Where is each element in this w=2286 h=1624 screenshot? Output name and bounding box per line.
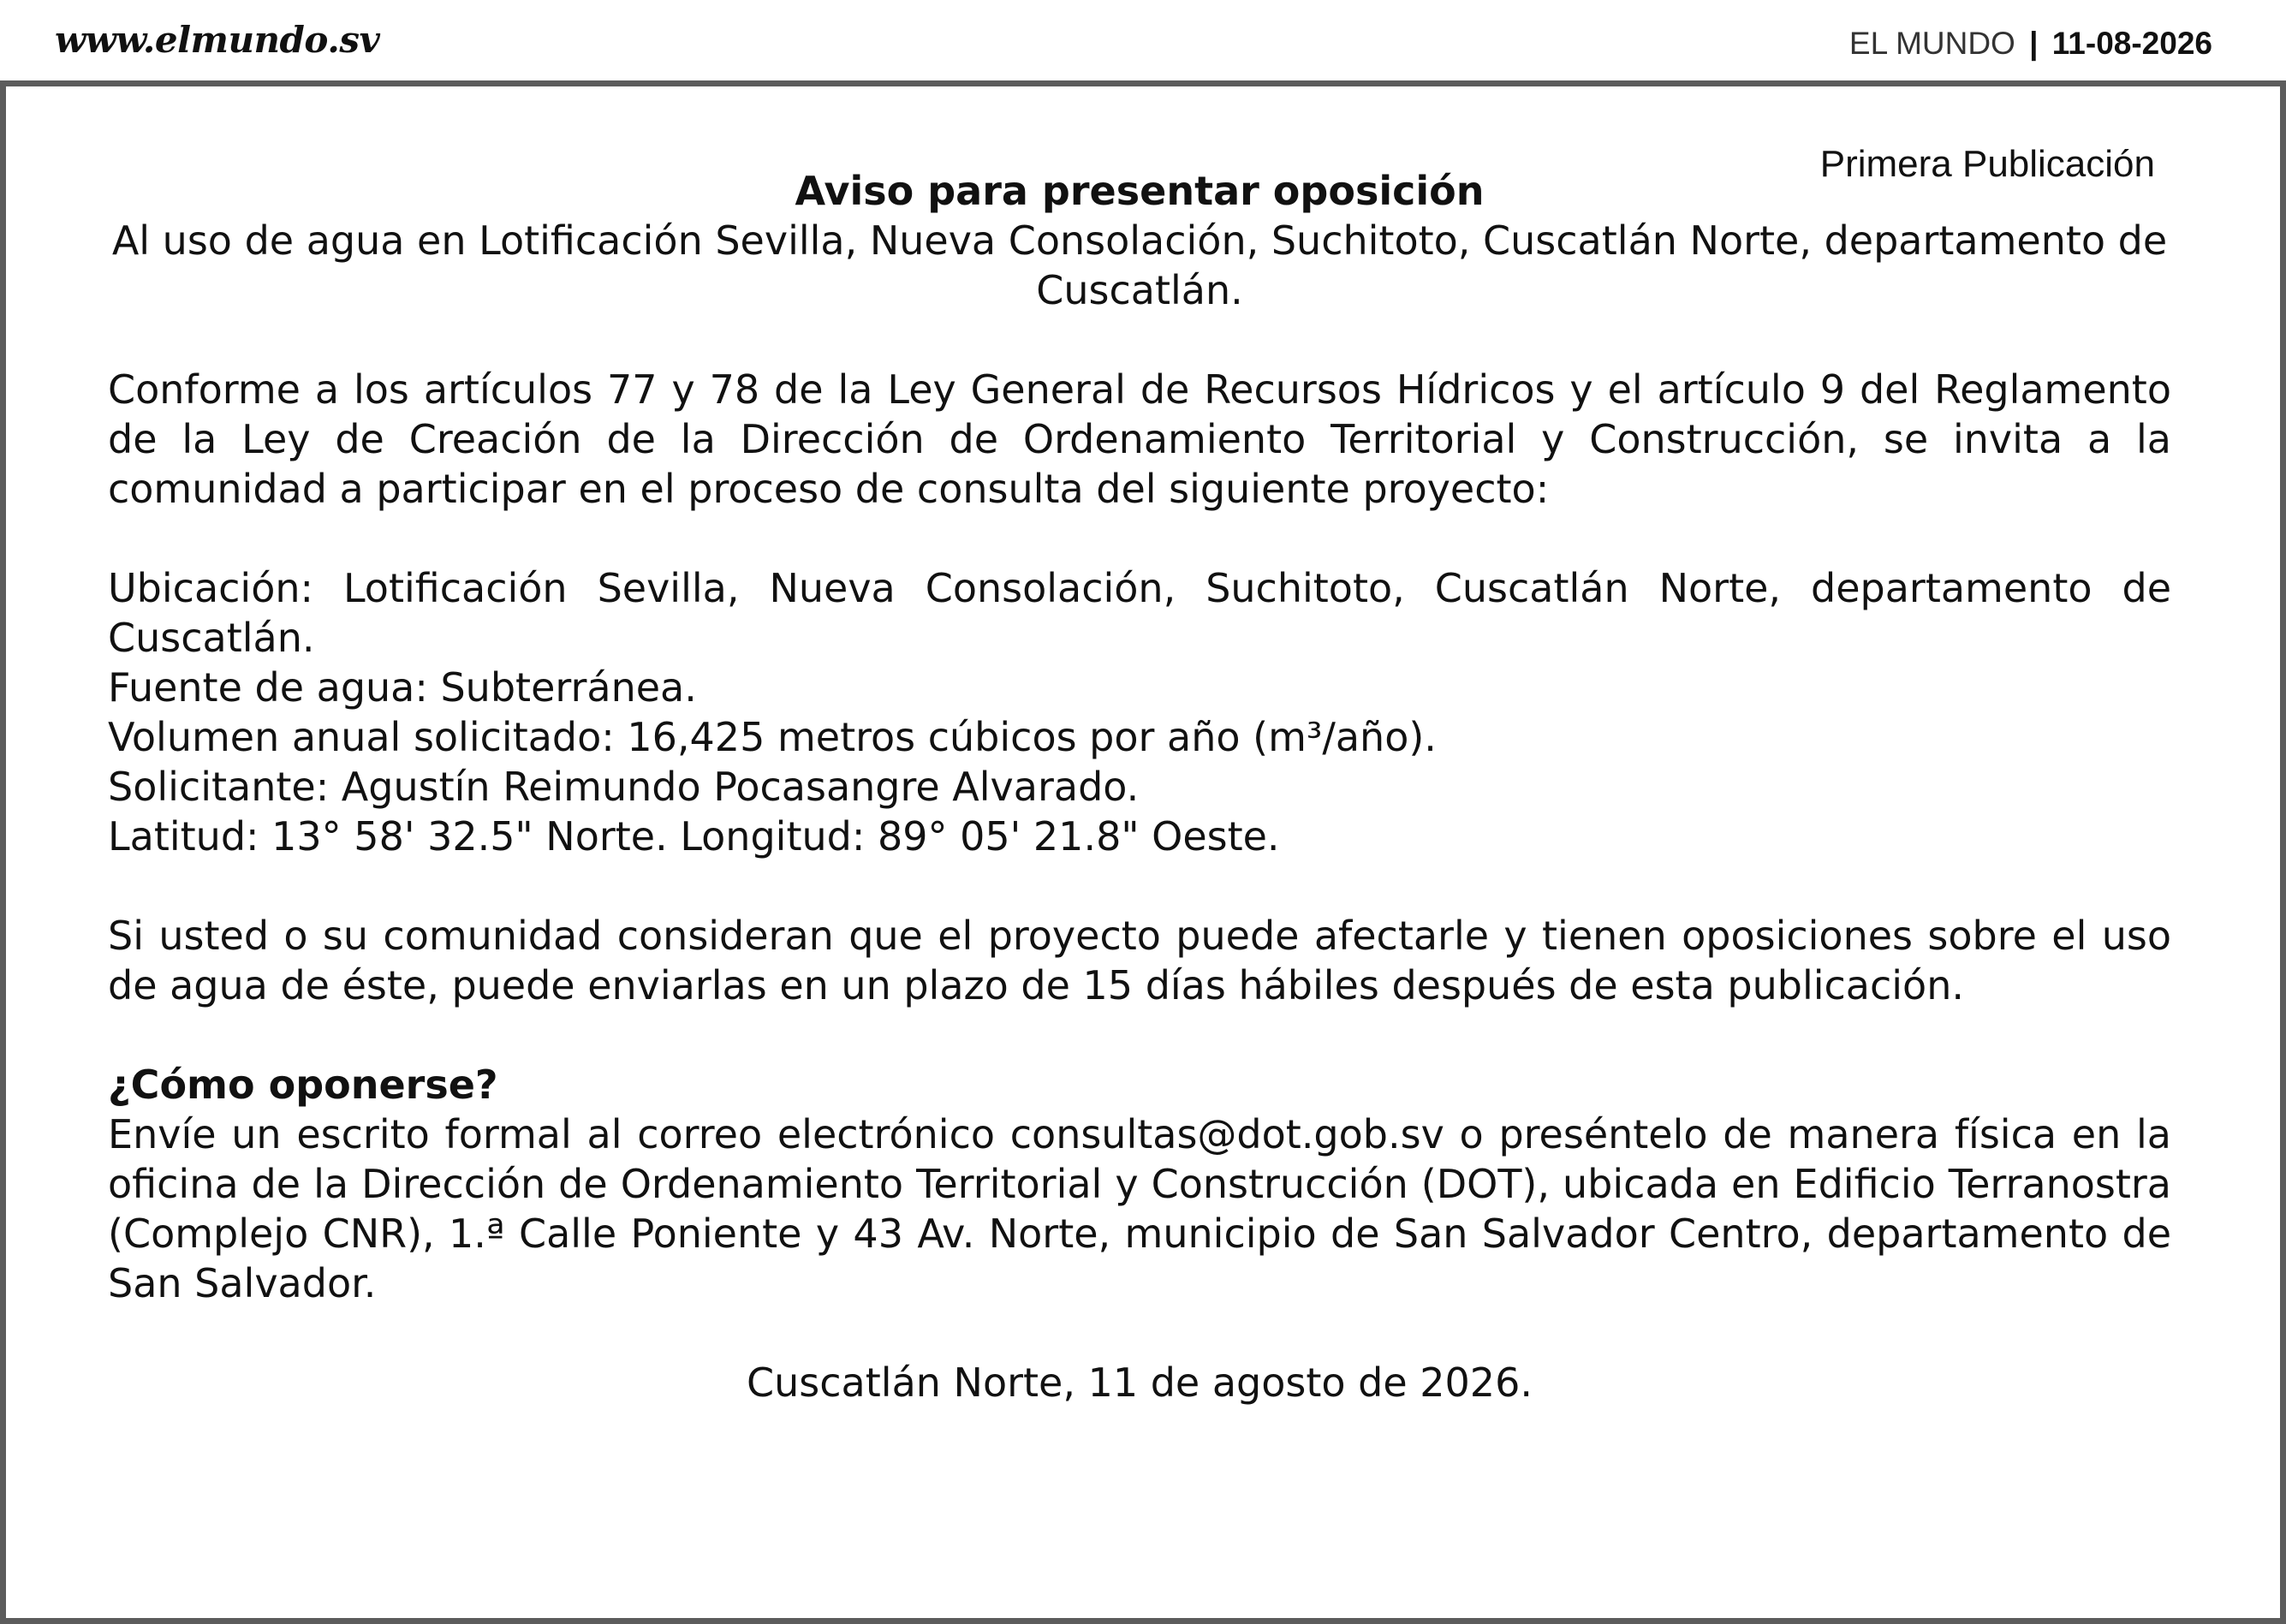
detail-water-source: Fuente de agua: Subterránea. (108, 664, 697, 711)
notice-subtitle: Al uso de agua en Lotificación Sevilla, Nueva Consolación, Suchitoto, Cuscatlán Norte, departamento de Cuscatlán. (111, 217, 2168, 313)
detail-applicant: Solicitante: Agustín Reimundo Pocasangre Alvarado. (108, 764, 1140, 810)
edition-info (1849, 26, 2212, 62)
detail-coordinates: Latitud: 13° 58' 32.5" Norte. Longitud: 89° 05' 21.8" Oeste. (108, 813, 1280, 860)
site-url: www.elmundo.sv (55, 19, 380, 61)
how-to-oppose-heading: ¿Cómo oponerse? (108, 1062, 498, 1108)
spacer (108, 1308, 2171, 1358)
detail-annual-volume: Volumen anual solicitado: 16,425 metros cúbicos por año (m³/año). (108, 714, 1437, 760)
spacer (108, 315, 2171, 365)
publication-tag: Primera Publicación (1819, 143, 2155, 185)
detail-location: Ubicación: Lotificación Sevilla, Nueva Consolación, Suchitoto, Cuscatlán Norte, departamento de Cuscatlán. (108, 565, 2171, 661)
spacer (108, 861, 2171, 911)
notice-title: Aviso para presentar oposición (795, 168, 1485, 214)
masthead (0, 0, 2286, 80)
closing-place-date: Cuscatlán Norte, 11 de agosto de 2026. (747, 1359, 1533, 1406)
spacer (108, 1010, 2171, 1060)
edition-separator: | (2029, 26, 2039, 61)
edition-date: 11-08-2026 (2051, 26, 2212, 61)
spacer (108, 514, 2171, 563)
notice-content (108, 166, 2171, 1407)
how-to-oppose-text: Envíe un escrito formal al correo electrónico consultas@dot.gob.sv o preséntelo de manera física en la oficina de la Dirección de Ordenamiento Territorial y Construcción (DOT), ubicada en Edificio Terranostra (Complejo CNR), 1.ª Calle Poniente y 43 Av. Norte, municipio de San Salvador Centro, departamento de San Salvador. (108, 1111, 2171, 1306)
opposition-paragraph: Si usted o su comunidad consideran que el proyecto puede afectarle y tienen oposiciones sobre el uso de agua de éste, puede enviarlas en un plazo de 15 días hábiles después de esta publicación. (108, 913, 2171, 1008)
newspaper-name: EL MUNDO (1848, 26, 2015, 61)
intro-paragraph: Conforme a los artículos 77 y 78 de la Ley General de Recursos Hídricos y el artículo 9 del Reglamento de la Ley de Creación de la Dirección de Ordenamiento Territorial y Construcción, se invita a la comunidad a participar en el proceso de consulta del siguiente proyecto: (108, 366, 2171, 512)
